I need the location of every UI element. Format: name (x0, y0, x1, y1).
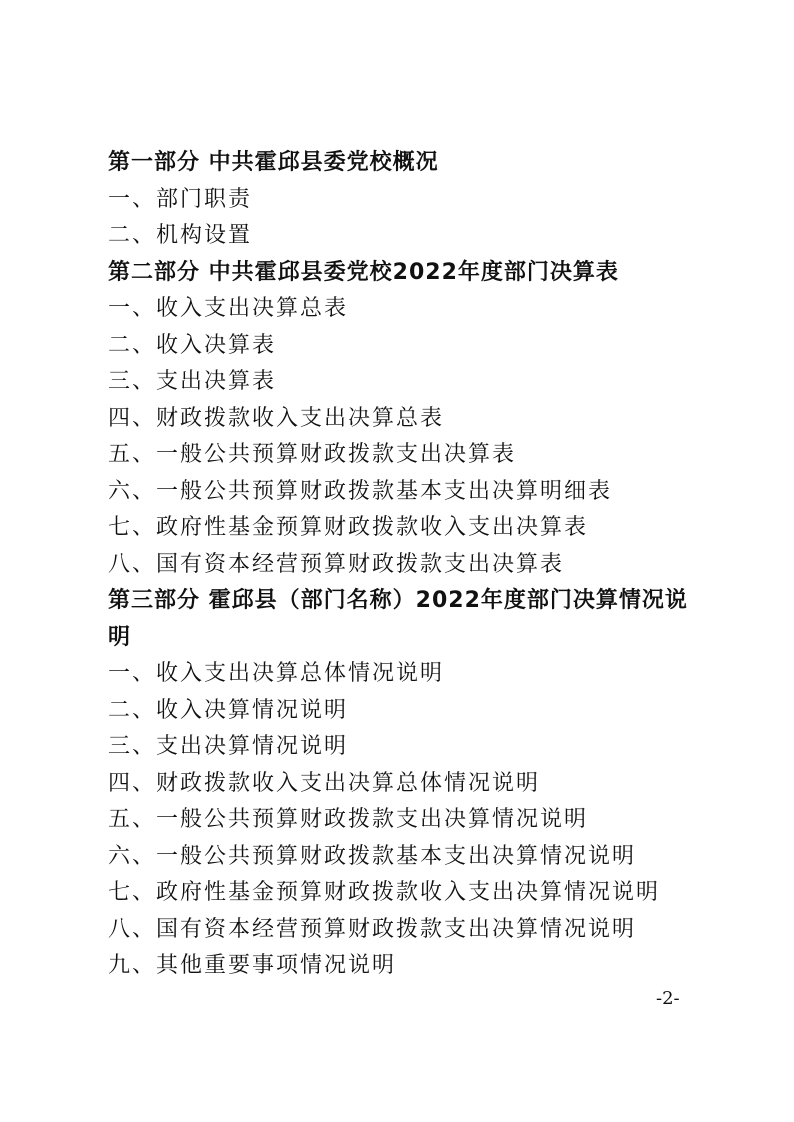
table-of-contents (108, 145, 708, 985)
part2-heading: 第二部分 中共霍邱县委党校2022年度部门决算表 (108, 259, 619, 285)
part3-heading: 第三部分 霍邱县（部门名称）2022年度部门决算情况说明 (108, 588, 688, 650)
list-item: 七、政府性基金预算财政拨款收入支出决算情况说明 (108, 880, 661, 905)
list-item: 三、支出决算情况说明 (108, 734, 349, 759)
list-item: 一、收入支出决算总体情况说明 (108, 661, 445, 686)
list-item: 二、收入决算情况说明 (108, 697, 349, 723)
list-item: 二、收入决算表 (108, 332, 277, 358)
page-number: -2- (656, 988, 680, 1009)
list-item: 四、财政拨款收入支出决算总体情况说明 (108, 770, 541, 796)
list-item: 九、其他重要事项情况说明 (108, 953, 397, 978)
list-item: 六、一般公共预算财政拨款基本支出决算情况说明 (108, 843, 637, 869)
list-item: 二、机构设置 (108, 223, 253, 248)
list-item: 四、财政拨款收入支出决算总表 (108, 405, 445, 431)
list-item: 一、部门职责 (108, 186, 253, 212)
list-item: 七、政府性基金预算财政拨款收入支出决算表 (108, 515, 589, 540)
list-item: 一、收入支出决算总表 (108, 296, 349, 321)
part1-heading: 第一部分 中共霍邱县委党校概况 (108, 150, 439, 175)
list-item: 八、国有资本经营预算财政拨款支出决算情况说明 (108, 916, 637, 942)
list-item: 八、国有资本经营预算财政拨款支出决算表 (108, 551, 565, 577)
list-item: 五、一般公共预算财政拨款支出决算情况说明 (108, 807, 589, 832)
list-item: 六、一般公共预算财政拨款基本支出决算明细表 (108, 478, 613, 504)
list-item: 三、支出决算表 (108, 369, 277, 394)
list-item: 五、一般公共预算财政拨款支出决算表 (108, 442, 517, 467)
